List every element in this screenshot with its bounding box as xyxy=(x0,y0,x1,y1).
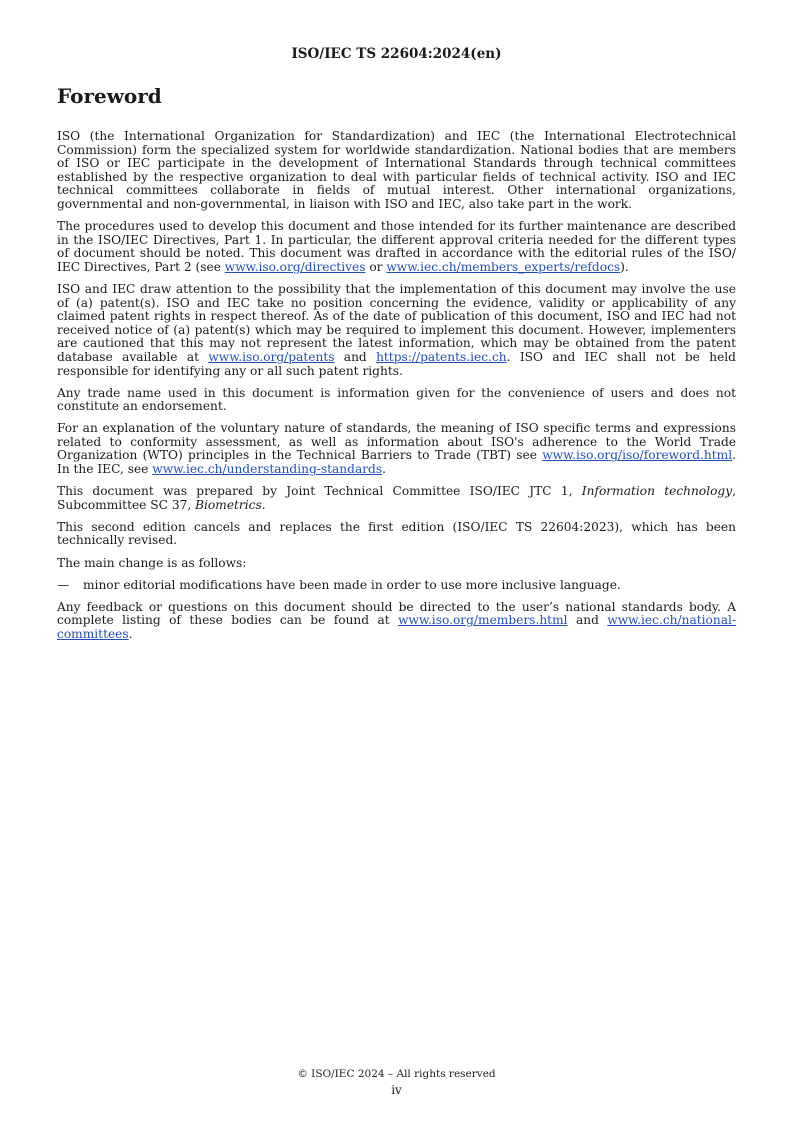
paragraph-procedures xyxy=(57,220,736,274)
text: or xyxy=(365,259,387,274)
list-item xyxy=(57,579,736,593)
page-number: iv xyxy=(391,1083,402,1097)
paragraph-patents xyxy=(57,283,736,378)
link-iso-directives[interactable]: www.iso.org/directives xyxy=(224,259,366,274)
text: Any feedback or questions on this document should be directed to the user’s national standards body. A complete listing of these bodies can be found at xyxy=(57,599,736,628)
text: and xyxy=(334,349,377,364)
text: For an explanation of the voluntary nature of standards, the meaning of ISO specific terms and expressions related to conformity assessment, as well as information about ISO's adherence to the World Trade Organization (WTO) principles in the Technical Barriers to Trade (TBT) see xyxy=(57,421,736,463)
paragraph-feedback xyxy=(57,601,736,642)
link-iec-understanding-standards[interactable]: www.iec.ch/understanding-standards xyxy=(152,462,383,477)
paragraph-iso-iec-intro: ISO (the International Organization for Standardization) and IEC (the International Electrotechnical Commission) form the specialized system for worldwide standardization. National bodies that are members of ISO or IEC participate in the development of International Standards through technical committees established by the respective organization to deal with particular fields of technical activity. ISO and IEC technical committees collaborate in fields of mutual interest. Other international organizations, governmental and non-governmental, in liaison with ISO and IEC, also take part in the work. xyxy=(57,129,736,211)
text: This document was prepared by Joint Technical Committee ISO/IEC JTC 1, xyxy=(57,484,582,499)
text: , Subcommittee SC 37, xyxy=(57,484,736,512)
link-iec-patents[interactable]: https://patents.iec.ch xyxy=(376,349,507,364)
text: . xyxy=(382,462,386,477)
document-header: ISO/IEC TS 22604:2024(en) xyxy=(291,46,502,62)
page-footer xyxy=(0,1066,793,1098)
copyright-notice: © ISO/IEC 2024 – All rights reserved xyxy=(297,1068,496,1080)
paragraph-main-change: The main change is as follows: xyxy=(57,555,247,570)
page-title: Foreword xyxy=(57,84,162,108)
link-iec-refdocs[interactable]: www.iec.ch/members_experts/refdocs xyxy=(386,259,621,274)
foreword-section xyxy=(57,83,736,650)
paragraph-edition: This second edition cancels and replaces the first edition (ISO/IEC TS 22604:2023), which has been technically revised. xyxy=(57,519,736,548)
text: ). xyxy=(620,259,629,274)
dash-bullet: — xyxy=(57,577,70,592)
link-iso-patents[interactable]: www.iso.org/patents xyxy=(208,349,335,364)
list-item-text: minor editorial modifications have been made in order to use more inclusive language. xyxy=(83,577,621,592)
paragraph-trade-name: Any trade name used in this document is information given for the convenience of users and does not constitute an endorsement. xyxy=(57,385,736,414)
committee-title: Information technology xyxy=(581,484,733,499)
link-iso-members[interactable]: www.iso.org/members.html xyxy=(398,613,568,628)
paragraph-voluntary-nature xyxy=(57,422,736,476)
text: and xyxy=(567,613,608,628)
text: ISO and IEC draw attention to the possibility that the implementation of this document may involve the use of (a) patent(s). ISO and IEC take no position concerning the evidence, validity or applicability of any claimed patent rights in respect thereof. As of the date of publication of this document, ISO and IEC had not received notice of (a) patent(s) which may be required to implement this document. However, implementers are cautioned that this may not represent the latest information, which may be obtained from the patent database available at xyxy=(57,281,736,364)
text: . xyxy=(261,497,266,512)
text: The procedures used to develop this document and those intended for its further maintenance are described in the ISO/IEC Directives, Part 1. In particular, the different approval criteria needed for the different types of document should be noted. This document was drafted in accordance with the editorial rules of the ISO/ IEC Directives, Part 2 (see xyxy=(57,219,736,274)
text: . xyxy=(128,626,133,641)
link-iso-foreword[interactable]: www.iso.org/iso/foreword.html xyxy=(542,448,733,463)
paragraph-prepared-by xyxy=(57,485,736,512)
subcommittee-title: Biometrics xyxy=(195,497,262,512)
text: . In the IEC, see xyxy=(57,448,736,477)
link-iec-national-committees[interactable]: www.iec.ch/national-committees xyxy=(57,613,736,641)
text: . ISO and IEC shall not be held responsible for identifying any or all such patent rights. xyxy=(57,349,736,378)
